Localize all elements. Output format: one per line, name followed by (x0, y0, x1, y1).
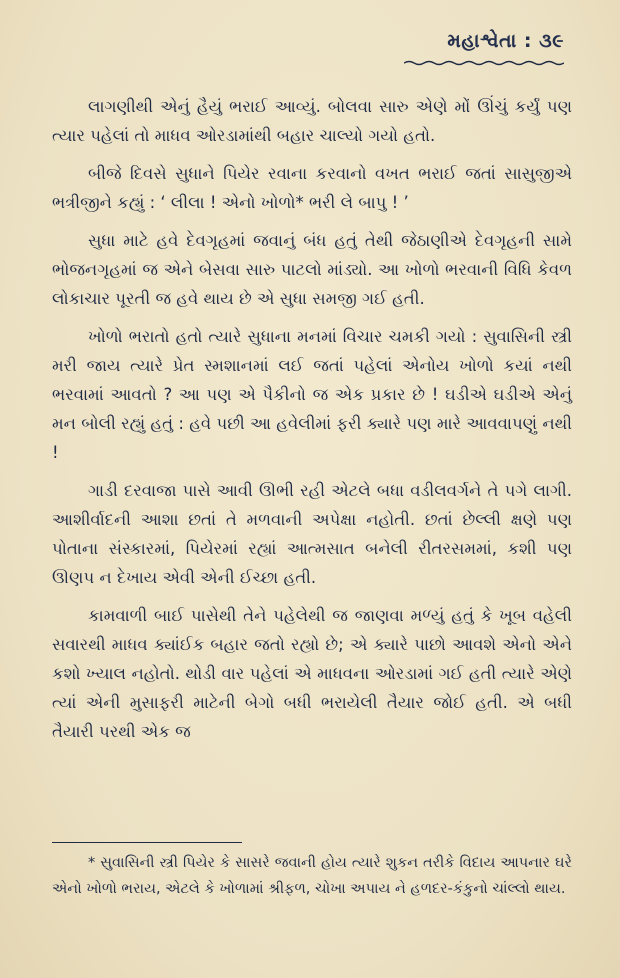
paragraph: બીજે દિવસે સુધાને પિયેર રવાના કરવાનો વખત ભરાઈ જતાં સાસુજીએ ભત્રીજીને કહ્યું : ‘ લીલા ! એનો ખોળો* ભરી લે બાપુ ! ’ (52, 164, 572, 212)
paragraph: ખોળો ભરાતો હતો ત્યારે સુધાના મનમાં વિચાર ચમકી ગયો : સુવાસિની સ્ત્રી મરી જાય ત્યારે પ્રેત સ્મશાનમાં લઈ જતાં પહેલાં એનોય ખોળો કયાં નથી ભરવામાં આવતો ? આ પણ એ પૈકીનો જ એક પ્રકાર છે ! ઘડીએ ઘડીએ એનું મન બોલી રહ્યું હતું : હવે પછી આ હવેલીમાં ફરી ક્યારે પણ મારે આવવાપણું નથી ! (52, 327, 572, 462)
title-ornament-underline (404, 60, 564, 66)
paragraph: ગાડી દરવાજા પાસે આવી ઊભી રહી એટલે બધા વડીલવર્ગને તે પગે લાગી. આશીર્વાદની આશા છતાં તે મળવાની અપેક્ષા નહોતી. છતાં છેલ્લી ક્ષણે પણ પોતાના સંસ્કારમાં, પિયેરમાં રહ્યાં આત્મસાત બનેલી રીતરસમમાં, કશી પણ ઊણપ ન દેખાય એવી એની ઈચ્છા હતી. (52, 481, 572, 587)
paragraph: લાગણીથી એનું હૈયું ભરાઈ આવ્યું. બોલવા સારુ એણે મોં ઊંચું કર્યું પણ ત્યાર પહેલાં તો માધવ ઓરડામાંથી બહાર ચાલ્યો ગયો હતો. (52, 97, 572, 145)
running-title: મહાશ્વેતા : ૩૯ (447, 30, 564, 52)
body-text (52, 92, 572, 755)
paragraph: કામવાળી બાઈ પાસેથી તેને પહેલેથી જ જાણવા મળ્યું હતું કે ખૂબ વહેલી સવારથી માધવ ક્યાંઈક બહાર જતો રહ્યો છે; એ ક્યારે પાછો આવશે એનો એને કશો ખ્યાલ નહોતો. થોડી વાર પહેલાં એ માધવના ઓરડામાં ગઈ હતી ત્યારે એણે ત્યાં એની મુસાફરી માટેની બેગો બધી ભરાયેલી તૈયાર જોઈ હતી. એ બધી તૈયારી પરથી એક જ (52, 606, 572, 741)
footnote-divider (52, 842, 242, 843)
footnote: * સુવાસિની સ્ત્રી પિયેર કે સાસરે જવાની હોય ત્યારે શુકન તરીકે વિદાય આપનાર ઘરે એનો ખોળો ભરાય, એટલે કે ખોળામાં શ્રીફળ, ચોખા અપાય ને હળદર-કંકુનો ચાંલ્લો થાય. (52, 855, 572, 897)
paragraph: સુધા માટે હવે દેવગૃહમાં જવાનું બંધ હતું તેથી જેઠાણીએ દેવગૃહની સામે ભોજનગૃહમાં જ એને બેસવા સારુ પાટલો માંડ્યો. આ ખોળો ભરવાની વિધિ કેવળ લોકાચાર પૂરતી જ હવે થાય છે એ સુધા સમજી ગઈ હતી. (52, 231, 572, 308)
